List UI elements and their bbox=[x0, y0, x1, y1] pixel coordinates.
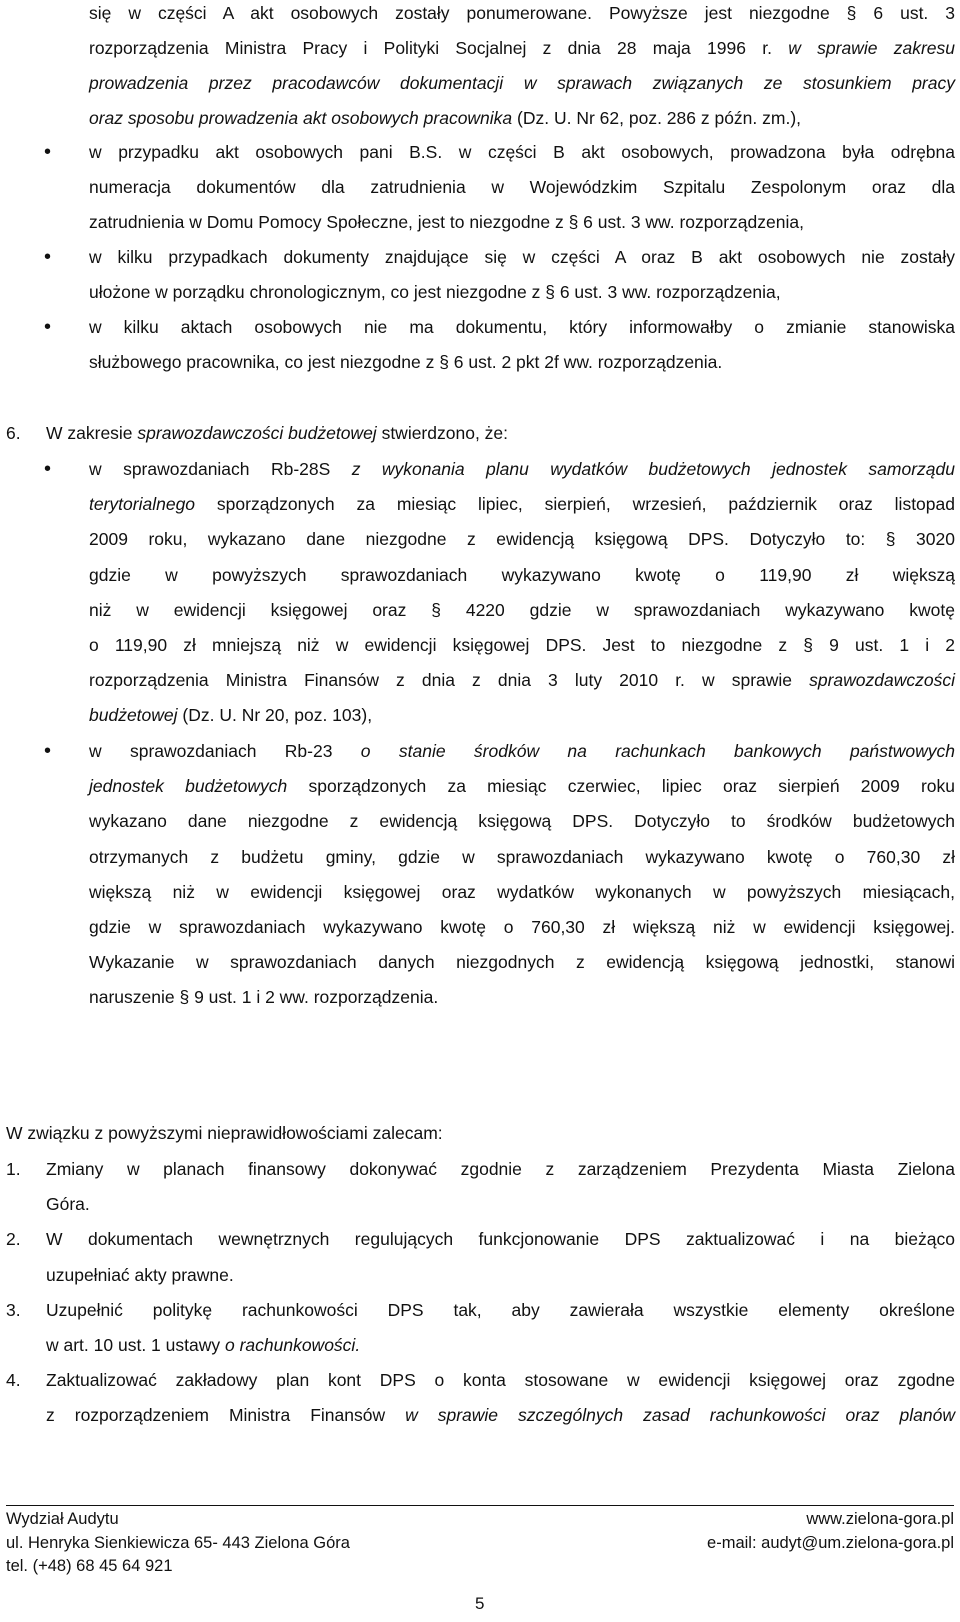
bullet-line bbox=[89, 662, 955, 698]
bullet-line: gdzie w sprawozdaniach wykazywano kwotę o 760,30 zł większą niż w ewidencji księgowej. bbox=[89, 917, 955, 937]
italic-span: prowadzenia przez pracodawców dokumentacji w sprawach związanych ze stosunkiem pracy bbox=[89, 73, 955, 93]
footer-department: Wydział Audytu bbox=[6, 1510, 119, 1528]
italic-span: o rachunkowości. bbox=[224, 1335, 361, 1355]
bullet-line bbox=[89, 768, 955, 804]
bullet-line: większą niż w ewidencji księgowej oraz wydatków wykonanych w powyższych miesiącach, bbox=[89, 882, 955, 902]
list-number: 2. bbox=[6, 1229, 21, 1249]
list-item-line: Uzupełnić politykę rachunkowości DPS tak, aby zawierała wszystkie elementy określone bbox=[46, 1300, 955, 1320]
list-item-line: Góra. bbox=[46, 1194, 90, 1214]
bullet-icon: • bbox=[44, 316, 52, 338]
italic-span: sprawozdawczości bbox=[809, 670, 955, 690]
list-number: 3. bbox=[6, 1300, 21, 1320]
text-span: w art. 10 ust. 1 ustawy bbox=[46, 1335, 225, 1355]
bullet-line: w kilku przypadkach dokumenty znajdujące się w części A oraz B akt osobowych nie zostały bbox=[89, 247, 955, 267]
paragraph-line bbox=[89, 30, 955, 66]
bullet-line: 2009 roku, wykazano dane niezgodne z ewidencją księgową DPS. Dotyczyło to: § 3020 bbox=[89, 529, 955, 549]
bullet-line bbox=[89, 697, 955, 733]
italic-span: w sprawie zakresu bbox=[771, 38, 955, 58]
bullet-line: wykazano dane niezgodne z ewidencją księgową DPS. Dotyczyło to środków budżetowych bbox=[89, 811, 955, 831]
text-span: rozporządzenia Ministra Finansów z dnia z dnia 3 luty 2010 r. w sprawie bbox=[89, 670, 810, 690]
page-number: 5 bbox=[475, 1594, 485, 1613]
bullet-line: numeracja dokumentów dla zatrudnienia w Wojewódzkim Szpitalu Zespolonym oraz dla bbox=[89, 177, 955, 197]
bullet-icon: • bbox=[44, 740, 52, 762]
bullet-line: niż w ewidencji księgowej oraz § 4220 gdzie w sprawozdaniach wykazywano kwotę bbox=[89, 600, 955, 620]
bullet-icon: • bbox=[44, 458, 52, 480]
list-item-line: W dokumentach wewnętrznych regulujących funkcjonowanie DPS zaktualizować i na bieżąco bbox=[46, 1229, 955, 1249]
bullet-line: Wykazanie w sprawozdaniach danych niezgodnych z ewidencją księgową jednostki, stanowi bbox=[89, 952, 955, 972]
text-span: (Dz. U. Nr 20, poz. 103), bbox=[177, 705, 373, 725]
bullet-line: o 119,90 zł mniejszą niż w ewidencji księgowej DPS. Jest to niezgodne z § 9 ust. 1 i 2 bbox=[89, 635, 955, 655]
footer-divider bbox=[6, 1505, 954, 1506]
italic-span: terytorialnego bbox=[89, 494, 196, 514]
italic-span: sprawozdawczości budżetowej bbox=[137, 423, 377, 443]
footer-email: e-mail: audyt@um.zielona-gora.pl bbox=[707, 1534, 954, 1552]
footer-address: ul. Henryka Sienkiewicza 65- 443 Zielona Góra bbox=[6, 1534, 350, 1552]
text-span: w sprawozdaniach Rb-28S bbox=[89, 459, 352, 479]
footer-phone: tel. (+48) 68 45 64 921 bbox=[6, 1557, 173, 1575]
text-span: (Dz. U. Nr 62, poz. 286 z późn. zm.), bbox=[512, 108, 802, 128]
footer-website: www.zielona-gora.pl bbox=[806, 1510, 954, 1528]
list-item-line bbox=[46, 1397, 955, 1433]
text-span: W zakresie bbox=[46, 423, 138, 443]
italic-span: budżetowej bbox=[89, 705, 178, 725]
bullet-line: gdzie w powyższych sprawozdaniach wykazywano kwotę o 119,90 zł większą bbox=[89, 565, 955, 585]
paragraph-line bbox=[89, 65, 955, 101]
bullet-line: zatrudnienia w Domu Pomocy Społeczne, jest to niezgodne z § 6 ust. 3 ww. rozporządzenia, bbox=[89, 212, 804, 232]
italic-span: w sprawie szczególnych zasad rachunkowości oraz planów bbox=[405, 1405, 955, 1425]
paragraph-line: się w części A akt osobowych zostały ponumerowane. Powyższe jest niezgodne § 6 ust. 3 bbox=[89, 3, 955, 23]
italic-span: oraz sposobu prowadzenia akt osobowych pracownika bbox=[89, 108, 513, 128]
bullet-line: otrzymanych z budżetu gminy, gdzie w sprawozdaniach wykazywano kwotę o 760,30 zł bbox=[89, 847, 955, 867]
bullet-icon: • bbox=[44, 141, 52, 163]
bullet-line bbox=[89, 451, 955, 487]
text-span: rozporządzenia Ministra Pracy i Polityki Socjalnej z dnia 28 maja 1996 r. bbox=[89, 38, 772, 58]
list-number: 1. bbox=[6, 1159, 21, 1179]
bullet-line bbox=[89, 486, 955, 522]
bullet-line: ułożone w porządku chronologicznym, co jest niezgodne z § 6 ust. 3 ww. rozporządzenia, bbox=[89, 282, 781, 302]
bullet-line: w kilku aktach osobowych nie ma dokumentu, który informowałby o zmianie stanowiska bbox=[89, 317, 955, 337]
italic-span: z wykonania planu wydatków budżetowych jednostek samorządu bbox=[351, 459, 955, 479]
list-item-line: Zaktualizować zakładowy plan kont DPS o konta stosowane w ewidencji księgowej oraz zgodne bbox=[46, 1370, 955, 1390]
section-intro bbox=[46, 415, 912, 451]
italic-span: o stanie środków na rachunkach bankowych państwowych bbox=[360, 741, 955, 761]
bullet-line: służbowego pracownika, co jest niezgodne z § 6 ust. 2 pkt 2f ww. rozporządzenia. bbox=[89, 352, 723, 372]
text-span: sporządzonych za miesiąc czerwiec, lipiec oraz sierpień 2009 roku bbox=[287, 776, 955, 796]
text-span: stwierdzono, że: bbox=[376, 423, 509, 443]
bullet-line: w przypadku akt osobowych pani B.S. w części B akt osobowych, prowadzona była odrębna bbox=[89, 142, 955, 162]
list-item-line: uzupełniać akty prawne. bbox=[46, 1265, 234, 1285]
paragraph-line bbox=[89, 100, 955, 136]
list-item-line: Zmiany w planach finansowy dokonywać zgodnie z zarządzeniem Prezydenta Miasta Zielona bbox=[46, 1159, 955, 1179]
list-item-line bbox=[46, 1327, 912, 1363]
text-span: z rozporządzeniem Ministra Finansów bbox=[46, 1405, 406, 1425]
list-number: 4. bbox=[6, 1370, 21, 1390]
section-number: 6. bbox=[6, 423, 21, 443]
text-span: sporządzonych za miesiąc lipiec, sierpień, wrzesień, październik oraz listopad bbox=[195, 494, 955, 514]
italic-span: jednostek budżetowych bbox=[89, 776, 288, 796]
bullet-line bbox=[89, 733, 955, 769]
recommendations-heading: W związku z powyższymi nieprawidłowościami zalecam: bbox=[6, 1123, 443, 1143]
text-span: w sprawozdaniach Rb-23 bbox=[89, 741, 361, 761]
bullet-line: naruszenie § 9 ust. 1 i 2 ww. rozporządzenia. bbox=[89, 987, 439, 1007]
bullet-icon: • bbox=[44, 246, 52, 268]
